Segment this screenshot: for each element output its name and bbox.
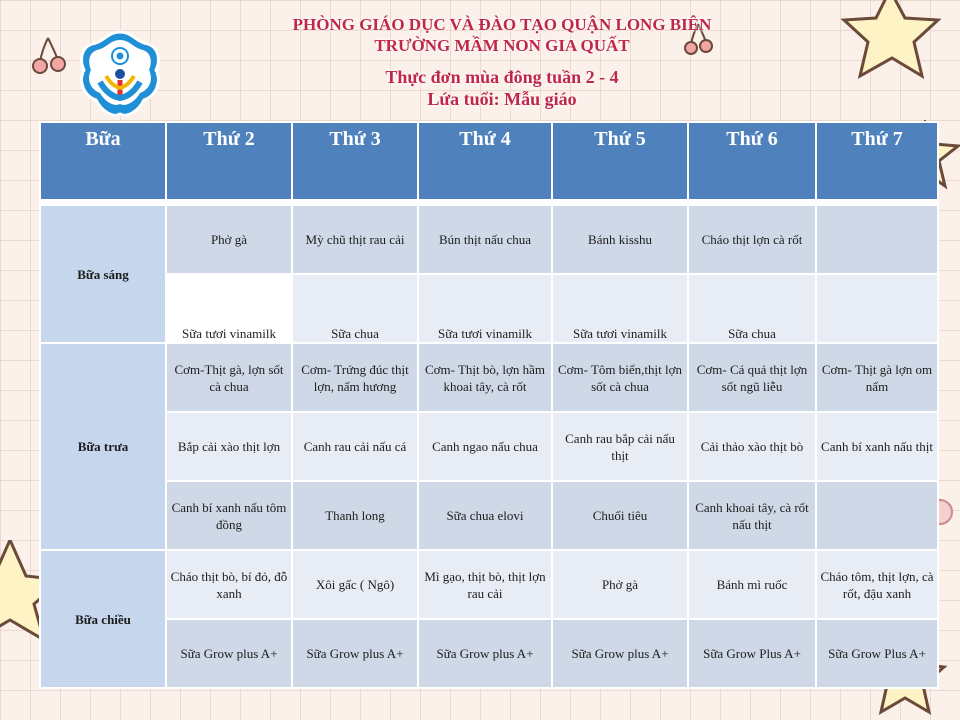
table-cell [816,205,938,274]
table-cell: Sữa tươi vinamilk [166,274,292,343]
table-header-row [40,122,938,200]
page-header [0,14,960,110]
column-header-thursday: Thứ 5 [552,122,688,200]
table-cell: Cháo thịt bò, bí đỏ, đỗ xanh [166,550,292,619]
table-cell: Cháo thịt lợn cà rốt [688,205,816,274]
column-header-meal: Bữa [40,122,166,200]
meal-label-breakfast: Bữa sáng [40,205,166,343]
column-header-wednesday: Thứ 4 [418,122,552,200]
table-cell: Cháo tôm, thịt lợn, cà rốt, đậu xanh [816,550,938,619]
table-cell: Canh bí xanh nấu thịt [816,412,938,481]
table-row [40,343,938,412]
table-cell: Sữa Grow Plus A+ [816,619,938,688]
table-row [40,274,938,343]
table-cell: Sữa chua elovi [418,481,552,550]
table-cell [816,481,938,550]
table-cell: Cơm- Thịt bò, lợn hầm khoai tây, cà rốt [418,343,552,412]
table-cell: Sữa Grow plus A+ [292,619,418,688]
table-cell: Sữa chua [688,274,816,343]
table-cell: Canh ngao nấu chua [418,412,552,481]
weekly-menu-table [39,121,939,689]
table-cell: Canh khoai tây, cà rốt nấu thịt [688,481,816,550]
table-cell [816,274,938,343]
table-cell: Mỳ chũ thịt rau cải [292,205,418,274]
table-row [40,550,938,619]
meal-label-lunch: Bữa trưa [40,343,166,550]
table-cell: Bánh kisshu [552,205,688,274]
table-cell: Cơm- Thịt gà lợn om nấm [816,343,938,412]
table-cell: Phở gà [166,205,292,274]
table-cell: Sữa tươi vinamilk [552,274,688,343]
table-cell: Phở gà [552,550,688,619]
table-cell: Thanh long [292,481,418,550]
table-cell: Canh rau cải nấu cá [292,412,418,481]
table-cell: Mì gạo, thịt bò, thịt lợn rau cải [418,550,552,619]
table-cell: Sữa Grow Plus A+ [688,619,816,688]
department-title: PHÒNG GIÁO DỤC VÀ ĐÀO TẠO QUẬN LONG BIÊN [292,15,712,34]
table-cell: Cơm- Trứng đúc thịt lợn, nấm hương [292,343,418,412]
table-cell: Sữa chua [292,274,418,343]
table-cell: Chuối tiêu [552,481,688,550]
table-cell: Canh bí xanh nấu tôm đồng [166,481,292,550]
column-header-monday: Thứ 2 [166,122,292,200]
school-name: TRƯỜNG MẦM NON GIA QUẤT [374,36,630,55]
table-cell: Sữa tươi vinamilk [418,274,552,343]
column-header-friday: Thứ 6 [688,122,816,200]
table-cell: Bún thịt nấu chua [418,205,552,274]
column-header-saturday: Thứ 7 [816,122,938,200]
meal-label-afternoon: Bữa chiều [40,550,166,688]
table-cell: Sữa Grow plus A+ [552,619,688,688]
table-cell: Sữa Grow plus A+ [418,619,552,688]
menu-title: Thực đơn mùa đông tuần 2 - 4 [385,67,619,87]
age-group: Lứa tuổi: Mẫu giáo [427,89,577,109]
table-cell: Cơm-Thịt gà, lợn sốt cà chua [166,343,292,412]
table-row [40,481,938,550]
table-cell: Canh rau bắp cải nấu thịt [552,412,688,481]
table-row [40,412,938,481]
table-cell: Cơm- Tôm biển,thịt lợn sốt cà chua [552,343,688,412]
table-cell: Cải thảo xào thịt bò [688,412,816,481]
table-cell: Bánh mì ruốc [688,550,816,619]
table-row [40,619,938,688]
column-header-tuesday: Thứ 3 [292,122,418,200]
table-cell: Xôi gấc ( Ngô) [292,550,418,619]
table-row [40,205,938,274]
table-cell: Sữa Grow plus A+ [166,619,292,688]
table-cell: Bắp cải xào thịt lợn [166,412,292,481]
table-cell: Cơm- Cá quả thịt lợn sốt ngũ liễu [688,343,816,412]
